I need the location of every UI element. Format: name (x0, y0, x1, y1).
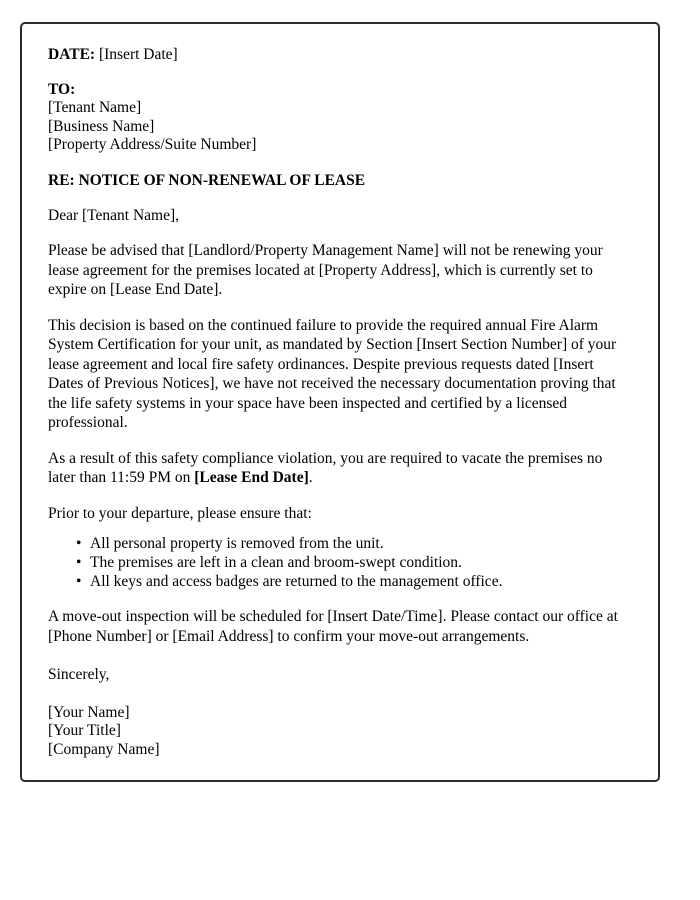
spacer (48, 433, 626, 449)
spacer (48, 488, 626, 504)
vacate-text-before: As a result of this safety compliance violation, you are required to vacate the premises no later than 11:59 PM on (48, 449, 603, 486)
paragraph-non-renewal: Please be advised that [Landlord/Property Management Name] will not be renewing your lease agreement for the premises located at [Property Address], which is currently set to expire on [Lease End Date]. (48, 242, 603, 298)
bullet-icon: • (76, 554, 82, 571)
list-item (76, 553, 626, 572)
signature-your-title: [Your Title] (48, 722, 121, 739)
spacer (48, 685, 626, 704)
spacer (48, 591, 626, 607)
spacer (48, 190, 626, 206)
salutation: Dear [Tenant Name], (48, 206, 180, 224)
bullet-icon: • (76, 573, 82, 590)
spacer (48, 65, 626, 81)
list-item (76, 572, 626, 591)
list-item-label: All personal property is removed from the unit. (90, 535, 384, 552)
date-line (48, 46, 626, 65)
date-label: DATE: (48, 46, 96, 63)
list-intro: Prior to your departure, please ensure that: (48, 504, 312, 522)
paragraph-vacate-requirement (48, 449, 626, 488)
paragraph-fire-alarm-certification: This decision is based on the continued failure to provide the required annual Fire Alarm System Certification for your unit, as mandated by Section [Insert Section Number] of your lease agreement and local fire safety ordinances. Despite previous requests dated [Insert Dates of Previous Notices], we have not received the necessary documentation proving that the life safety systems in your space have been inspected and certified by a licensed professional. (48, 316, 617, 431)
date-value: [Insert Date] (98, 46, 178, 63)
signature-your-name: [Your Name] (48, 703, 130, 721)
recipient-business-name: [Business Name] (48, 117, 155, 135)
spacer (48, 155, 626, 171)
paragraph-move-out-inspection: A move-out inspection will be scheduled for [Insert Date/Time]. Please contact our office at [Phone Number] or [Email Address] to confirm your move-out arrangements. (48, 608, 618, 645)
list-item-label: All keys and access badges are returned to the management office. (90, 573, 503, 590)
spacer (48, 300, 626, 316)
departure-checklist (48, 534, 626, 591)
signature-company-name: [Company Name] (48, 740, 160, 758)
bullet-icon: • (76, 535, 82, 552)
to-label: TO: (48, 80, 76, 98)
list-item (76, 534, 626, 553)
spacer (48, 646, 626, 665)
list-item-label: The premises are left in a clean and broom-swept condition. (90, 554, 462, 571)
vacate-lease-end-date: [Lease End Date] (194, 469, 309, 486)
vacate-text-after: . (308, 469, 313, 486)
subject-line: RE: NOTICE OF NON-RENEWAL OF LEASE (48, 171, 366, 189)
document-body (48, 46, 626, 759)
closing-salutation: Sincerely, (48, 666, 110, 683)
recipient-property-address: [Property Address/Suite Number] (48, 136, 257, 153)
document-page (20, 22, 660, 782)
spacer (48, 225, 626, 241)
recipient-tenant-name: [Tenant Name] (48, 99, 142, 116)
spacer (48, 523, 626, 534)
